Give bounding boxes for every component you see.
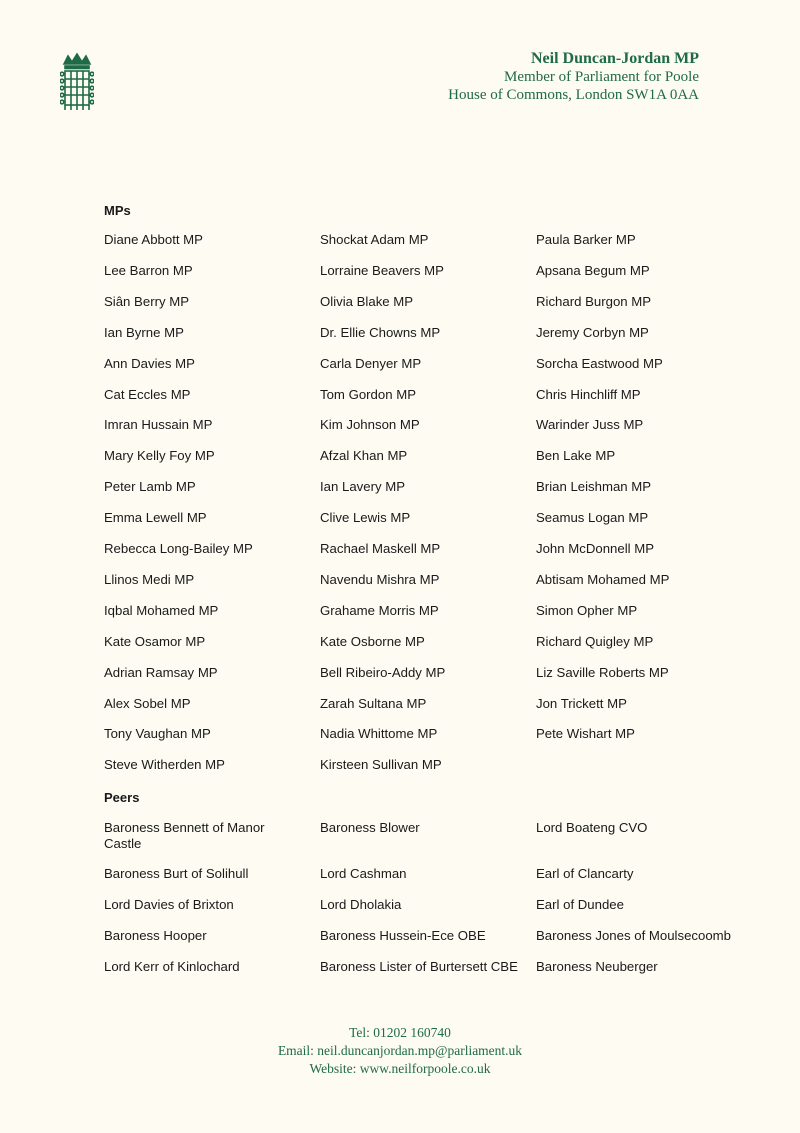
mp-name: Navendu Mishra MP [320, 571, 440, 587]
mp-name: Alex Sobel MP [104, 695, 191, 711]
peer-name: Baroness Hussein-Ece OBE [320, 928, 486, 943]
mp-name: Kim Johnson MP [320, 417, 420, 433]
mp-name: Neil Duncan-Jordan MP [531, 50, 699, 67]
peer-name: Baroness Hooper [104, 928, 207, 943]
footer [0, 1024, 800, 1078]
peer-name: Baroness Blower [320, 820, 420, 835]
peer-name: Earl of Dundee [536, 897, 624, 912]
mp-role: Member of Parliament for Poole [504, 69, 699, 85]
mps-heading: MPs [104, 203, 131, 218]
peer-name: Baroness Lister of Burtersett CBE [320, 959, 518, 974]
letterhead [448, 50, 699, 104]
mp-name: Ian Lavery MP [320, 479, 406, 495]
mp-name: Carla Denyer MP [320, 355, 422, 371]
peers-heading: Peers [104, 790, 140, 805]
mp-name: Clive Lewis MP [320, 510, 411, 526]
mp-name: Olivia Blake MP [320, 293, 414, 309]
mp-name: Lorraine Beavers MP [320, 262, 444, 278]
mp-name: Kate Osborne MP [320, 633, 425, 649]
mp-address: House of Commons, London SW1A 0AA [448, 87, 699, 103]
mp-name: Diane Abbott MP [104, 232, 203, 247]
peer-name: Lord Davies of Brixton [104, 897, 234, 912]
mp-name: Rachael Maskell MP [320, 541, 441, 556]
mp-name: Richard Burgon MP [536, 293, 652, 309]
peer-name: Lord Kerr of Kinlochard [104, 959, 240, 974]
mp-name: Tony Vaughan MP [104, 726, 211, 742]
footer-website: Website: www.neilforpoole.co.uk [309, 1061, 491, 1076]
mp-name: John McDonnell MP [536, 541, 655, 556]
mp-name: Tom Gordon MP [320, 386, 417, 402]
mp-name: Kate Osamor MP [104, 633, 206, 649]
mp-name: Pete Wishart MP [536, 726, 635, 742]
footer-phone: Tel: 01202 160740 [349, 1025, 451, 1040]
peer-name: Lord Dholakia [320, 897, 402, 912]
mp-name: Abtisam Mohamed MP [536, 571, 670, 587]
mp-name: Ann Davies MP [104, 355, 195, 371]
mp-name: Jeremy Corbyn MP [536, 324, 649, 340]
mp-name: Nadia Whittome MP [320, 726, 438, 742]
mp-name: Chris Hinchliff MP [536, 386, 641, 402]
mp-name: Emma Lewell MP [104, 510, 207, 526]
peer-name: Lord Boateng CVO [536, 820, 648, 835]
mp-name: Llinos Medi MP [104, 571, 195, 587]
mp-name: Shockat Adam MP [320, 232, 429, 247]
mp-name: Dr. Ellie Chowns MP [320, 324, 441, 340]
mp-name: Peter Lamb MP [104, 479, 196, 495]
mp-name: Lee Barron MP [104, 262, 193, 278]
mp-name: Ben Lake MP [536, 448, 616, 464]
mp-name: Ian Byrne MP [104, 324, 184, 340]
mp-name: Steve Witherden MP [104, 757, 225, 773]
mp-name: Sorcha Eastwood MP [536, 355, 663, 371]
peer-name: Baroness Jones of Moulsecoomb [536, 928, 731, 943]
mp-name: Siân Berry MP [104, 293, 190, 309]
mp-name: Imran Hussain MP [104, 417, 213, 433]
mp-name: Grahame Morris MP [320, 602, 439, 618]
mp-name: Cat Eccles MP [104, 386, 191, 402]
portcullis-logo-icon [60, 52, 94, 126]
mp-name: Jon Trickett MP [536, 695, 627, 711]
mp-name: Kirsteen Sullivan MP [320, 757, 442, 773]
peer-name: Baroness Bennett of Manor Castle [104, 820, 265, 851]
mp-name: Apsana Begum MP [536, 262, 650, 278]
mp-name: Afzal Khan MP [320, 448, 408, 464]
mp-name: Paula Barker MP [536, 232, 636, 247]
mp-name: Zarah Sultana MP [320, 695, 427, 711]
peer-name: Baroness Neuberger [536, 959, 658, 974]
peer-name: Baroness Burt of Solihull [104, 866, 249, 881]
mp-name: Seamus Logan MP [536, 510, 649, 526]
mp-name: Simon Opher MP [536, 602, 638, 618]
mp-name: Richard Quigley MP [536, 633, 654, 649]
mp-name: Adrian Ramsay MP [104, 664, 218, 680]
peer-name: Earl of Clancarty [536, 866, 634, 881]
mp-name: Iqbal Mohamed MP [104, 602, 219, 618]
footer-email: Email: neil.duncanjordan.mp@parliament.uk [277, 1043, 523, 1058]
mp-name: Bell Ribeiro-Addy MP [320, 664, 446, 680]
peer-name: Lord Cashman [320, 866, 407, 881]
mp-name: Brian Leishman MP [536, 479, 652, 495]
mp-name: Rebecca Long-Bailey MP [104, 541, 253, 556]
mp-name: Mary Kelly Foy MP [104, 448, 215, 464]
mp-name: Warinder Juss MP [536, 417, 644, 433]
mp-name: Liz Saville Roberts MP [536, 664, 669, 680]
